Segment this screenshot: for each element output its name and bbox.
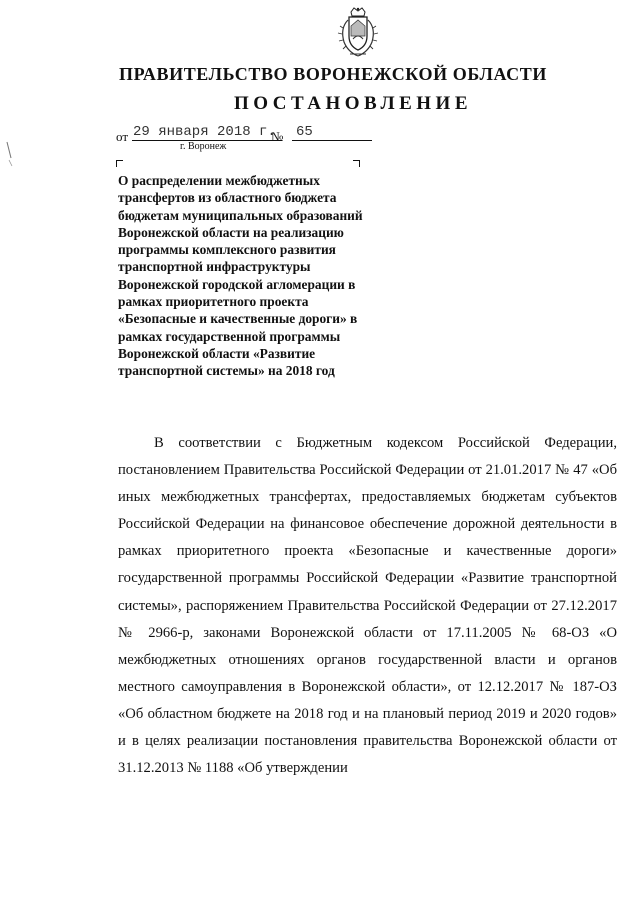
document-body — [118, 430, 617, 782]
body-paragraph: В соответствии с Бюджетным кодексом Российской Федерации, постановлением Правительства Российской Федерации от 21.01.2017 № 47 «Об иных межбюджетных трансфертах, предоставляемых бюджетам субъектов Российской Федерации на финансовое обеспечение дорожной деятельности в рамках приоритетного проекта «Безопасные и качественные дороги» государственной программы Российской Федерации «Развитие транспортной системы», распоряжением Правительства Российской Федерации от 27.12.2017 № 2966-р, законами Воронежской области от 17.11.2005 № 68-ОЗ «О межбюджетных отношениях органов государственной власти и органов местного самоуправления в Воронежской области», от 12.12.2017 № 187-ОЗ «Об областном бюджете на 2018 год и на плановый период 2019 и 2020 годов» и в целях реализации постановления правительства Воронежской области от 31.12.2013 № 1188 «Об утверждении — [118, 435, 617, 777]
document-date: 29 января 2018 г. — [133, 124, 276, 140]
date-number-line — [116, 126, 376, 146]
coat-of-arms-icon — [336, 6, 380, 60]
document-subject: О распределении межбюджетных трансфертов из областного бюджета бюджетам муниципальных образований Воронежской области на реализацию программы комплексного развития транспортной инфраструктуры Воронежской городской агломерации в рамках приоритетного проекта «Безопасные и качественные дороги» в рамках государственной программы Воронежской области «Развитие транспортной системы» на 2018 год — [118, 173, 363, 379]
number-sign: № — [271, 129, 284, 144]
margin-mark-icon — [4, 140, 22, 170]
date-prefix: от — [116, 129, 129, 144]
organization-title: ПРАВИТЕЛЬСТВО ВОРОНЕЖСКОЙ ОБЛАСТИ — [119, 64, 547, 84]
bracket-right-icon — [353, 160, 360, 167]
document-type: ПОСТАНОВЛЕНИЕ — [233, 93, 473, 114]
bracket-left-icon — [116, 160, 123, 167]
number-underline — [292, 140, 372, 141]
city-label: г. Воронеж — [180, 141, 227, 152]
document-number: 65 — [296, 124, 313, 140]
